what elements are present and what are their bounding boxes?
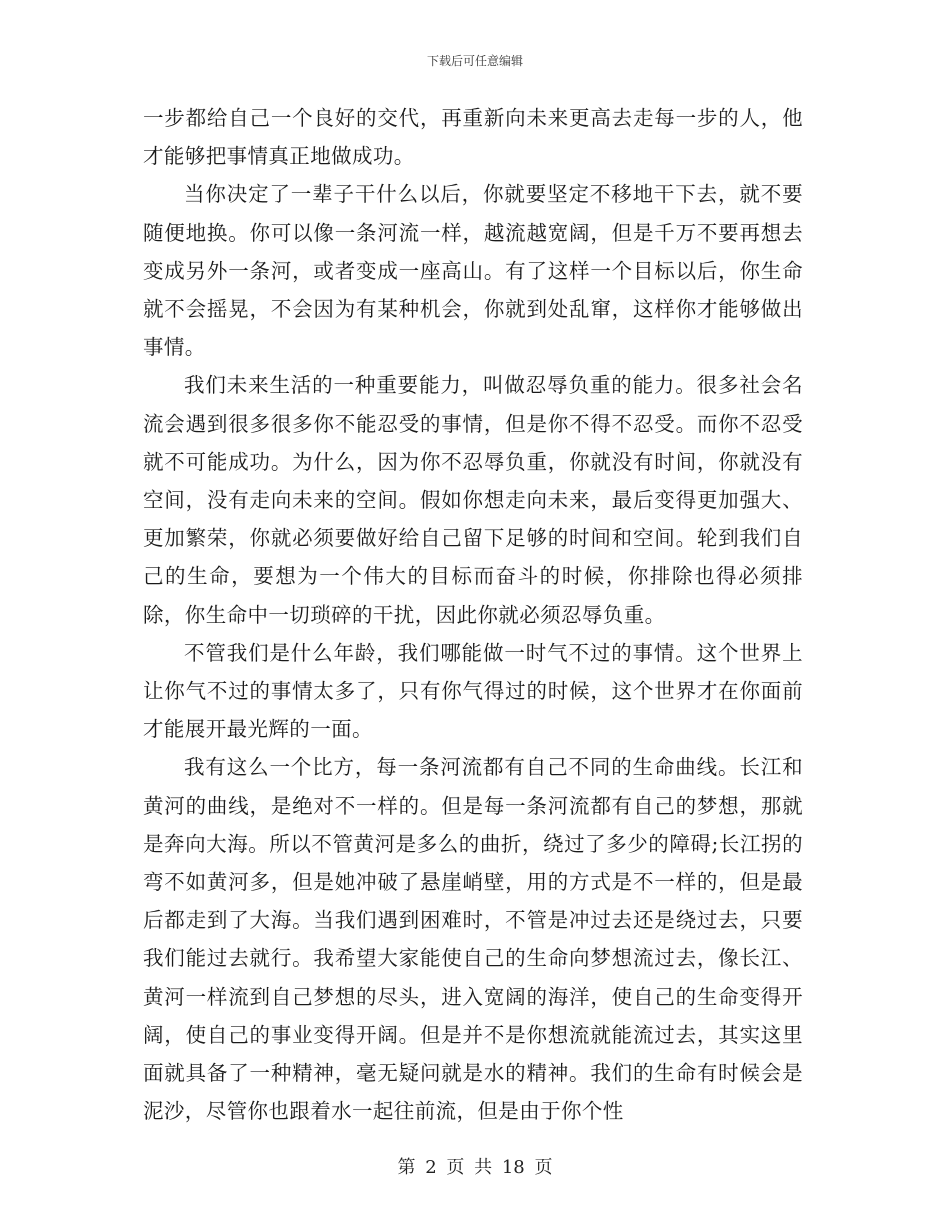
paragraph: 不管我们是什么年龄，我们哪能做一时气不过的事情。这个世界上让你气不过的事情太多了，只有你气得过的时候，这个世界才在你面前才能展开最光辉的一面。: [143, 640, 803, 742]
document-body: [143, 99, 803, 1130]
paragraph: 当你决定了一辈子干什么以后，你就要坚定不移地干下去，就不要随便地换。你可以像一条河流一样，越流越宽阔，但是千万不要再想去变成另外一条河，或者变成一座高山。有了这样一个目标以后，你生命就不会摇晃，不会因为有某种机会，你就到处乱窜，这样你才能够做出事情。: [143, 182, 803, 360]
paragraph-continued: 一步都给自己一个良好的交代，再重新向未来更高去走每一步的人，他才能够把事情真正地做成功。: [143, 106, 803, 169]
paragraph: 我有这么一个比方，每一条河流都有自己不同的生命曲线。长江和黄河的曲线，是绝对不一样的。但是每一条河流都有自己的梦想，那就是奔向大海。所以不管黄河是多么的曲折，绕过了多少的障碍;长江拐的弯不如黄河多，但是她冲破了悬崖峭壁，用的方式是不一样的，但是最后都走到了大海。当我们遇到困难时，不管是冲过去还是绕过去，只要我们能过去就行。我希望大家能使自己的生命向梦想流过去，像长江、黄河一样流到自己梦想的尽头，进入宽阔的海洋，使自己的生命变得开阔，使自己的事业变得开阔。但是并不是你想流就能流过去，其实这里面就具备了一种精神，毫无疑问就是水的精神。我们的生命有时候会是泥沙，尽管你也跟着水一起往前流，但是由于你个性: [143, 755, 803, 1124]
page-number-footer: 第 2 页 共 18 页: [397, 1157, 553, 1178]
paragraph: 我们未来生活的一种重要能力，叫做忍辱负重的能力。很多社会名流会遇到很多很多你不能忍受的事情，但是你不得不忍受。而你不忍受就不可能成功。为什么，因为你不忍辱负重，你就没有时间，你就没有空间，没有走向未来的空间。假如你想走向未来，最后变得更加强大、更加繁荣，你就必须要做好给自己留下足够的时间和空间。轮到我们自己的生命，要想为一个伟大的目标而奋斗的时候，你排除也得必须排除，你生命中一切琐碎的干扰，因此你就必须忍辱负重。: [143, 373, 803, 627]
page-header-note: 下载后可任意编辑: [426, 54, 523, 68]
